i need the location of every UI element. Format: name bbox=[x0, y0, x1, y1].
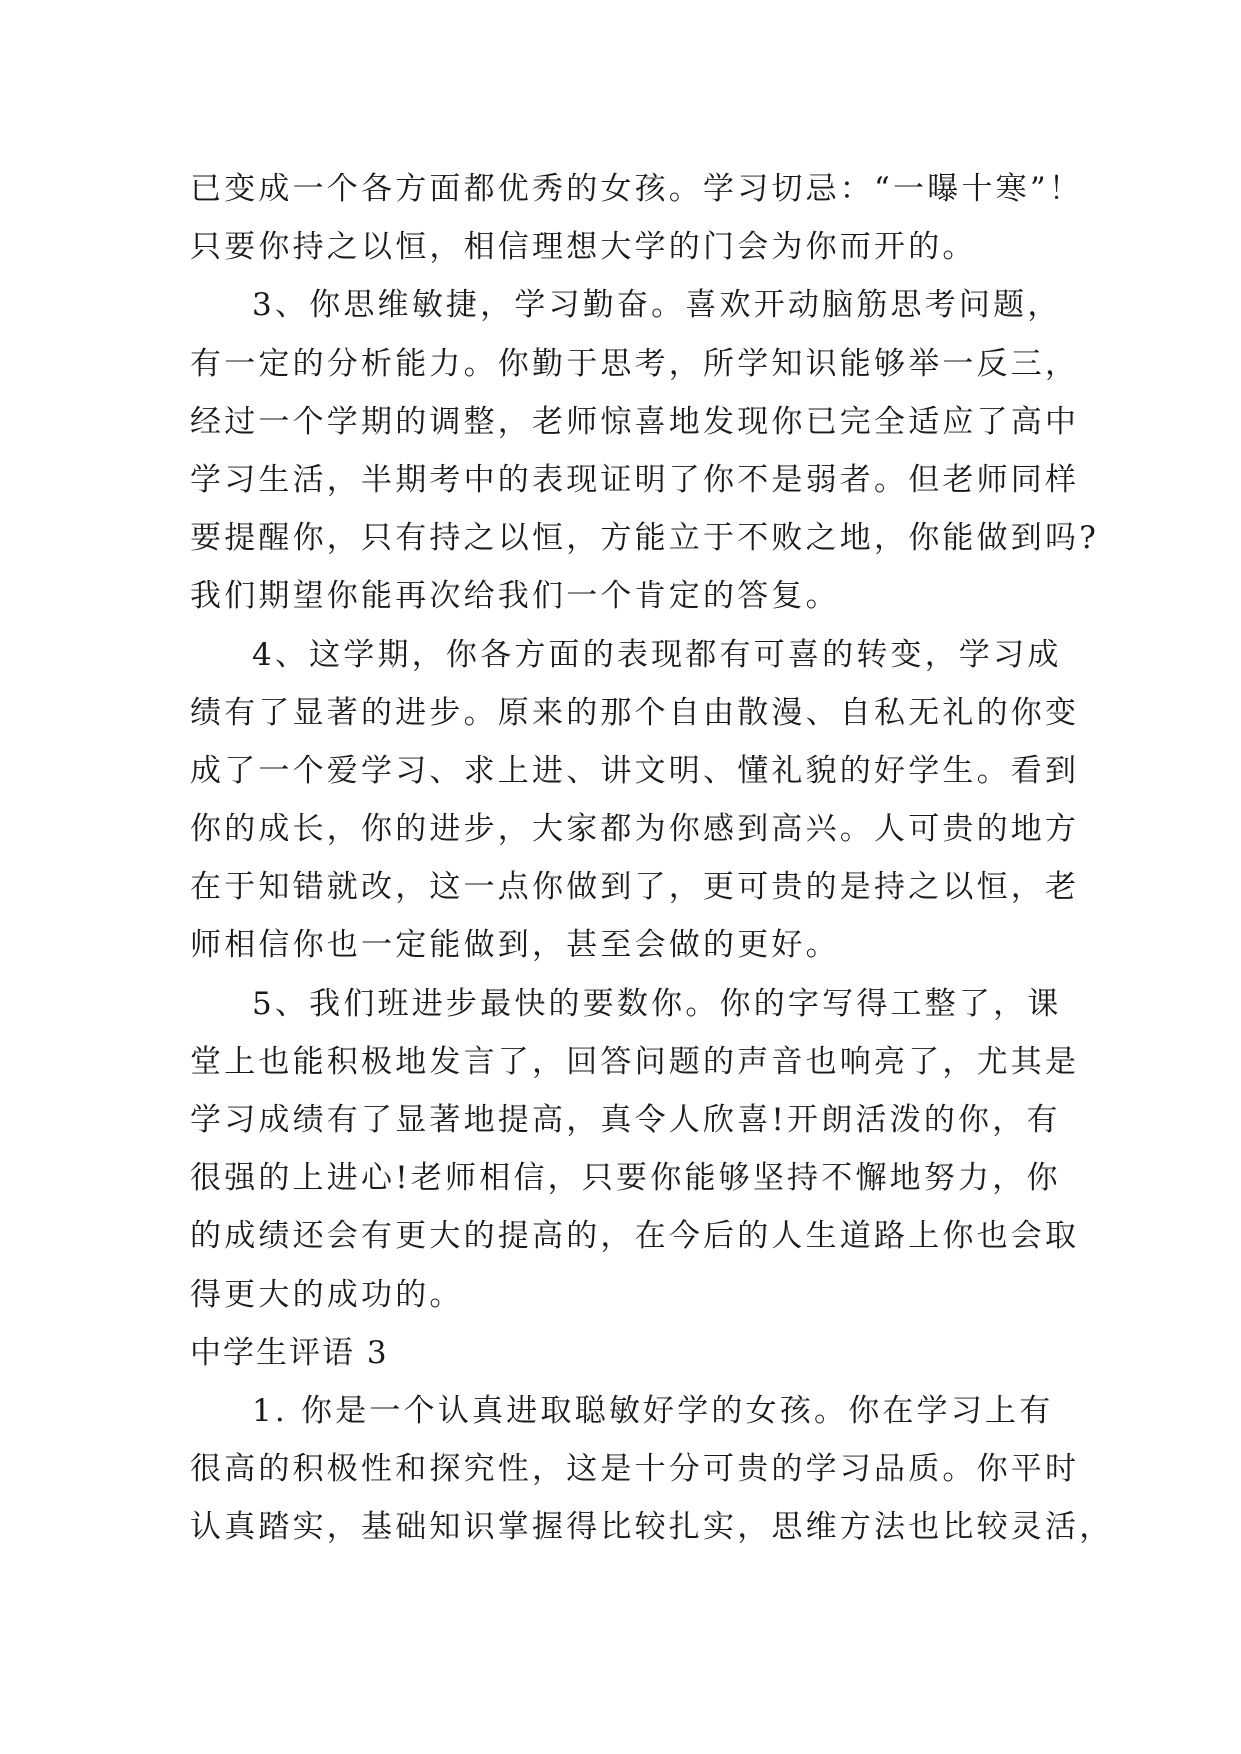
text-line: 很强的上进心!老师相信，只要你能够坚持不懈地努力，你 bbox=[190, 1160, 1061, 1197]
paragraph-start-line: 3、你思维敏捷，学习勤奋。喜欢开动脑筋思考问题， bbox=[252, 287, 1062, 324]
text-line: 已变成一个各方面都优秀的女孩。学习切忌：“一曝十寒”！ bbox=[190, 171, 1084, 207]
text-line: 的成绩还会有更大的提高的，在今后的人生道路上你也会取 bbox=[190, 1218, 1080, 1255]
paragraph-start-line: 4、这学期，你各方面的表现都有可喜的转变，学习成 bbox=[252, 636, 1062, 673]
text-line: 经过一个学期的调整，老师惊喜地发现你已完全适应了高中 bbox=[190, 403, 1080, 440]
text-line: 得更大的成功的。 bbox=[190, 1276, 464, 1313]
text-line: 只要你持之以恒，相信理想大学的门会为你而开的。 bbox=[190, 229, 977, 266]
text-line: 很高的积极性和探究性，这是十分可贵的学习品质。你平时 bbox=[190, 1451, 1080, 1488]
text-line: 师相信你也一定能做到，甚至会做的更好。 bbox=[190, 927, 840, 964]
document-body bbox=[190, 160, 1114, 1557]
text-line: 我们期望你能再次给我们一个肯定的答复。 bbox=[190, 578, 840, 615]
section-heading: 中学生评语 3 bbox=[190, 1334, 389, 1371]
text-line: 认真踏实，基础知识掌握得比较扎实，思维方法也比较灵活， bbox=[190, 1509, 1114, 1546]
text-line: 在于知错就改，这一点你做到了，更可贵的是持之以恒，老 bbox=[190, 869, 1080, 906]
text-line: 绩有了显著的进步。原来的那个自由散漫、自私无礼的你变 bbox=[190, 694, 1080, 731]
text-line: 你的成长，你的进步，大家都为你感到高兴。人可贵的地方 bbox=[190, 811, 1080, 848]
text-line: 学习生活，半期考中的表现证明了你不是弱者。但老师同样 bbox=[190, 461, 1080, 498]
text-line: 有一定的分析能力。你勤于思考，所学知识能够举一反三， bbox=[190, 345, 1080, 382]
text-line: 要提醒你，只有持之以恒，方能立于不败之地，你能做到吗? bbox=[190, 520, 1100, 557]
paragraph-start-line: 5、我们班进步最快的要数你。你的字写得工整了，课 bbox=[252, 985, 1062, 1022]
paragraph-start-line: 1. 你是一个认真进取聪敏好学的女孩。你在学习上有 bbox=[252, 1392, 1054, 1429]
text-line: 成了一个爱学习、求上进、讲文明、懂礼貌的好学生。看到 bbox=[190, 752, 1080, 789]
text-line: 堂上也能积极地发言了，回答问题的声音也响亮了，尤其是 bbox=[190, 1043, 1080, 1080]
text-line: 学习成绩有了显著地提高，真令人欣喜!开朗活泼的你，有 bbox=[190, 1102, 1061, 1138]
